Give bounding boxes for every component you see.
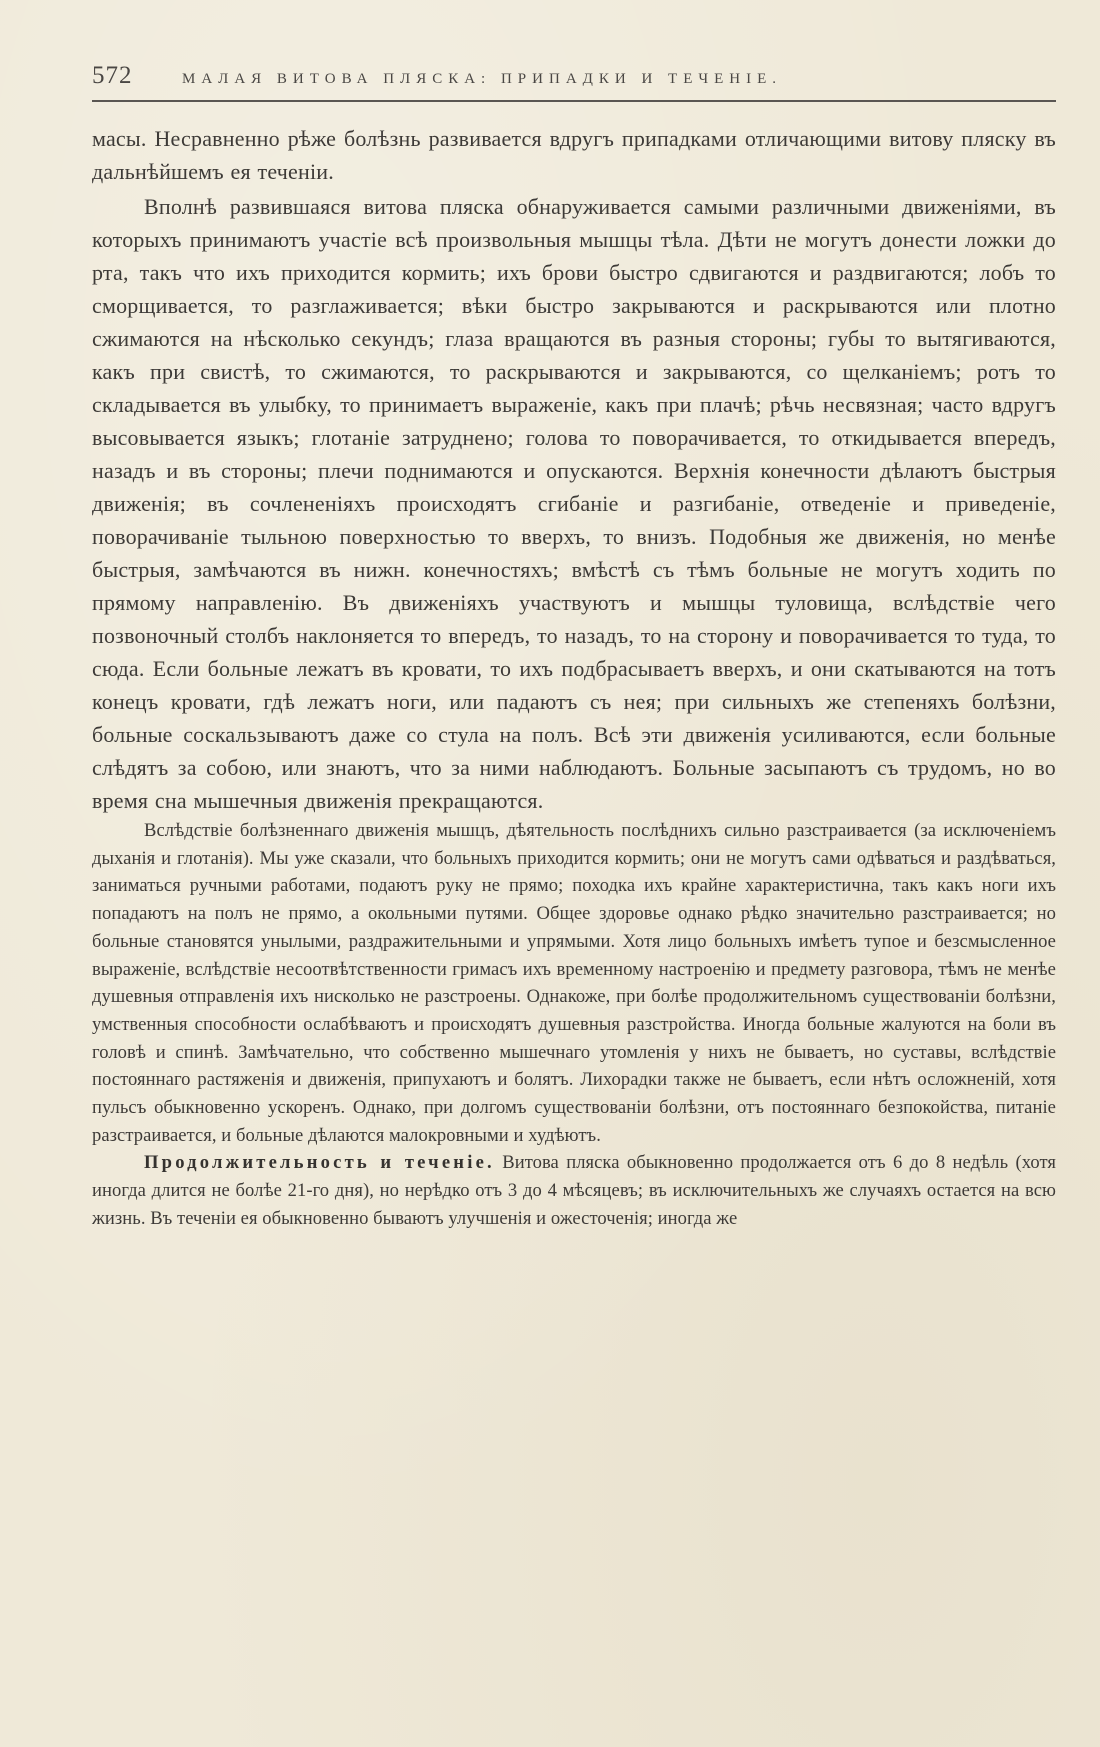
section-heading-duration: Продолжительность и теченіе. — [144, 1152, 495, 1174]
paragraph-symptoms: Вполнѣ развившаяся витова пляска обнаруживается самыми различными движеніями, въ которыхъ принимаютъ участіе всѣ произвольныя мышцы тѣла. Дѣти не могутъ донести ложки до рта, такъ что ихъ приходится кормить; ихъ брови быстро сдвигаются и раздвигаются; лобъ то сморщивается, то разглаживается; вѣки быстро закрываются и раскрываются или плотно сжимаются на нѣсколько секундъ; глаза вращаются въ разныя стороны; губы то вытягиваются, какъ при свистѣ, то сжимаются, то раскрываются и закрываются, со щелканіемъ; ротъ то складывается въ улыбку, то принимаетъ выраженіе, какъ при плачѣ; рѣчь несвязная; часто вдругъ высовывается языкъ; глотаніе затруднено; голова то поворачивается, то откидывается впередъ, назадъ и въ стороны; плечи поднимаются и опускаются. Верхнія конечности дѣлаютъ быстрыя движенія; въ сочлененіяхъ происходятъ сгибаніе и разгибаніе, отведеніе и приведеніе, поворачиваніе тыльною поверхностью то вверхъ, то внизъ. Подобныя же движенія, но менѣе быстрыя, замѣчаются въ нижн. конечностяхъ; вмѣстѣ съ тѣмъ больные не могутъ ходить по прямому направленію. Въ движеніяхъ участвуютъ и мышцы туловища, вслѣдствіе чего позвоночный столбъ наклоняется то впередъ, то назадъ, то на сторону и поворачивается то туда, то сюда. Если больные лежатъ въ кровати, то ихъ подбрасываетъ вверхъ, и они скатываются на тотъ конецъ кровати, гдѣ лежатъ ноги, или падаютъ съ нея; при сильныхъ же степеняхъ болѣзни, больные соскальзываютъ даже со стула на полъ. Всѣ эти движенія усиливаются, если больные слѣдятъ за собою, или знаютъ, что за ними наблюдаютъ. Больные засыпаютъ съ трудомъ, но во время сна мышечныя движенія прекращаются. — [92, 194, 1056, 813]
page-number: 572 — [92, 62, 133, 89]
body-text — [92, 122, 1056, 1233]
paragraph-muscle-activity: Вслѣдствіе болѣзненнаго движенія мышцъ, дѣятельность послѣднихъ сильно разстраивается (за исключеніемъ дыханія и глотанія). Мы уже сказали, что больныхъ приходится кормить; они не могутъ сами одѣваться и раздѣваться, заниматься ручными работами, подаютъ руку не прямо; походка ихъ крайне характеристична, такъ какъ ноги ихъ попадаютъ на полъ не прямо, а окольными путями. Общее здоровье однако рѣдко значительно разстраивается; но больные становятся унылыми, раздражительными и упрямыми. Хотя лицо больныхъ имѣетъ тупое и безсмысленное выраженіе, вслѣдствіе несоотвѣтственности гримасъ ихъ временному настроенію и предмету разговора, тѣмъ не менѣе душевныя отправленія ихъ нисколько не разстроены. Однакоже, при болѣе продолжительномъ существованіи болѣзни, умственныя способности ослабѣваютъ и происходятъ душевныя разстройства. Иногда больные жалуются на боли въ головѣ и спинѣ. Замѣчательно, что собственно мышечнаго утомленія у нихъ не бываетъ, но суставы, вслѣдствіе постояннаго растяженія и движенія, припухаютъ и болятъ. Лихорадки также не бываетъ, если нѣтъ осложненій, хотя пульсъ обыкновенно ускоренъ. Однако, при долгомъ существованіи болѣзни, отъ постояннаго безпокойства, питаніе разстраивается, и больные дѣлаются малокровными и худѣютъ. — [92, 820, 1056, 1146]
running-title: МАЛАЯ ВИТОВА ПЛЯСКА: ПРИПАДКИ И ТЕЧЕНІЕ. — [182, 71, 783, 87]
paragraph-duration-text: Витова пляска обыкновенно продолжается отъ 6 до 8 недѣль (хотя иногда длится не болѣе 21-го дня), но нерѣдко отъ 3 до 4 мѣсяцевъ; въ исключительныхъ же случаяхъ остается на всю жизнь. Въ теченіи ея обыкновенно бываютъ улучшенія и ожесточенія; иногда же — [92, 1152, 1056, 1229]
paragraph-continuation: масы. Несравненно рѣже болѣзнь развивается вдругъ припадками отличающими витову пляску въ дальнѣйшемъ ея теченіи. — [92, 126, 1056, 184]
running-header — [92, 62, 1056, 102]
paragraph-duration — [92, 1149, 1056, 1232]
